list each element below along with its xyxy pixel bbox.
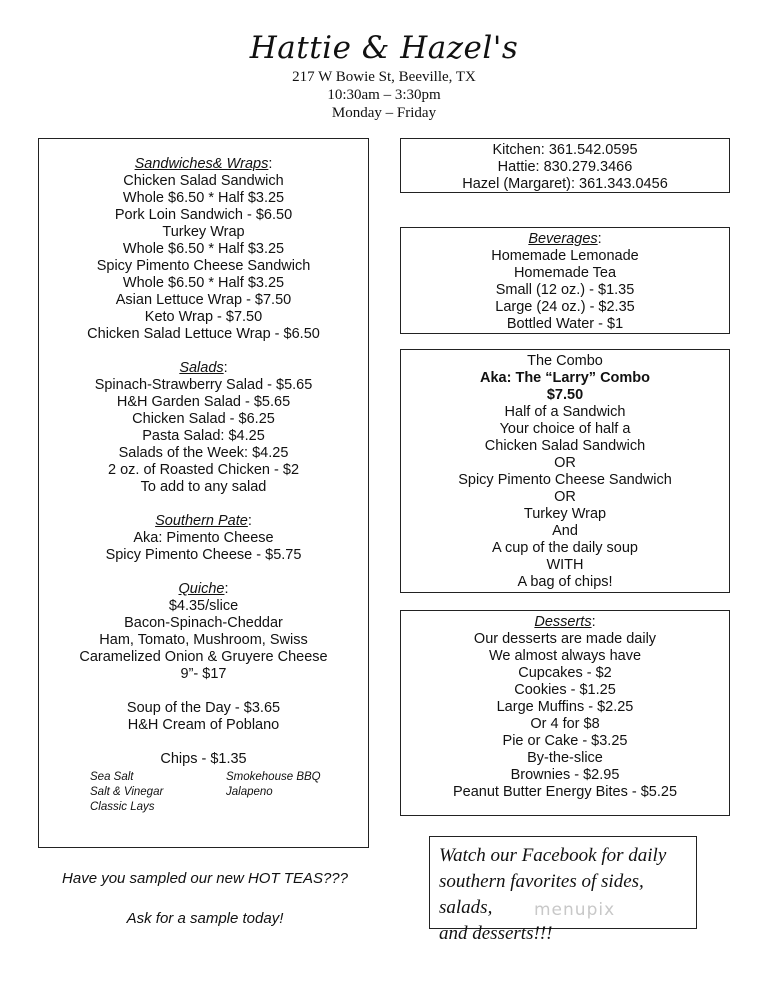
menu-item: 2 oz. of Roasted Chicken - $2 xyxy=(107,462,300,478)
menu-item: Homemade Tea xyxy=(513,265,617,281)
combo-title: The Combo xyxy=(527,353,603,369)
menu-item: Homemade Lemonade xyxy=(491,248,639,264)
menu-item: Chicken Salad - $6.25 xyxy=(132,411,275,427)
chips-flavors-col-2 xyxy=(226,770,321,800)
facebook-line: Watch our Facebook for daily xyxy=(439,845,667,866)
restaurant-name: Hattie & Hazel's xyxy=(249,30,519,66)
sample-note: Ask for a sample today! xyxy=(126,910,284,927)
combo-line: WITH xyxy=(546,557,584,573)
combo-line: A cup of the daily soup xyxy=(492,540,638,556)
menu-item: Cupcakes - $2 xyxy=(518,665,612,681)
menu-item: Spicy Pimento Cheese - $5.75 xyxy=(105,547,302,563)
kitchen-phone: Kitchen: 361.542.0595 xyxy=(492,142,638,158)
beverages-box xyxy=(400,227,730,334)
section-title-desserts: Desserts: xyxy=(534,614,596,630)
facebook-line: and desserts!!! xyxy=(439,923,553,944)
menu-item: Whole $6.50 * Half $3.25 xyxy=(122,190,285,206)
menu-item: H&H Garden Salad - $5.65 xyxy=(116,394,291,410)
chips-flavors-col-1 xyxy=(90,770,163,815)
chip-flavor: Jalapeno xyxy=(226,786,273,798)
hot-teas-note: Have you sampled our new HOT TEAS??? xyxy=(62,870,348,887)
chip-flavor: Smokehouse BBQ xyxy=(226,771,321,783)
facebook-line: southern favorites of sides, salads, xyxy=(439,871,644,918)
menu-item: To add to any salad xyxy=(140,479,267,495)
menu-item: Our desserts are made daily xyxy=(473,631,657,647)
combo-line: Half of a Sandwich xyxy=(504,404,626,420)
combo-line: Chicken Salad Sandwich xyxy=(484,438,646,454)
menu-item: 9”- $17 xyxy=(180,666,227,682)
menu-item: Pie or Cake - $3.25 xyxy=(502,733,628,749)
soup-of-day: Soup of the Day - $3.65 xyxy=(126,700,281,716)
menu-item: Cookies - $1.25 xyxy=(514,682,616,698)
menu-item: $4.35/slice xyxy=(168,598,239,614)
menu-item: Aka: Pimento Cheese xyxy=(133,530,274,546)
menu-item: Spinach-Strawberry Salad - $5.65 xyxy=(94,377,313,393)
combo-box xyxy=(400,349,730,593)
menu-item: Keto Wrap - $7.50 xyxy=(144,309,263,325)
combo-line: A bag of chips! xyxy=(517,574,613,590)
menu-item: Bottled Water - $1 xyxy=(506,316,624,332)
menu-item: Large Muffins - $2.25 xyxy=(496,699,634,715)
contact-box xyxy=(400,138,730,193)
menu-item: Asian Lettuce Wrap - $7.50 xyxy=(115,292,292,308)
section-title-quiche: Quiche: xyxy=(178,581,229,597)
combo-line: OR xyxy=(554,455,576,471)
combo-aka: Aka: The “Larry” Combo xyxy=(480,370,650,386)
hours: 10:30am – 3:30pm xyxy=(327,87,441,103)
combo-line: OR xyxy=(554,489,576,505)
menu-item: Pork Loin Sandwich - $6.50 xyxy=(114,207,293,223)
watermark: menupix xyxy=(534,900,616,920)
desserts-box xyxy=(400,610,730,816)
main-menu-content xyxy=(38,156,369,768)
chip-flavor: Sea Salt xyxy=(90,771,134,783)
menu-item: Chicken Salad Sandwich xyxy=(123,173,284,189)
soup-name: H&H Cream of Poblano xyxy=(127,717,280,733)
menu-item: Spicy Pimento Cheese Sandwich xyxy=(96,258,311,274)
menu-item: Turkey Wrap xyxy=(162,224,245,240)
hazel-phone: Hazel (Margaret): 361.343.0456 xyxy=(462,176,668,192)
menu-item: Or 4 for $8 xyxy=(530,716,600,732)
menu-item: Large (24 oz.) - $2.35 xyxy=(495,299,635,315)
menu-item: Pasta Salad: $4.25 xyxy=(142,428,265,444)
chip-flavor: Classic Lays xyxy=(90,801,155,813)
combo-line: Spicy Pimento Cheese Sandwich xyxy=(458,472,672,488)
combo-line: Turkey Wrap xyxy=(523,506,607,522)
menu-item: Caramelized Onion & Gruyere Cheese xyxy=(79,649,328,665)
menu-item: Ham, Tomato, Mushroom, Swiss xyxy=(99,632,308,648)
menu-item: We almost always have xyxy=(488,648,642,664)
chips-title: Chips - $1.35 xyxy=(160,751,247,767)
days: Monday – Friday xyxy=(331,105,437,121)
section-title-pate: Southern Pate: xyxy=(155,513,252,529)
section-title-salads: Salads: xyxy=(179,360,228,376)
hattie-phone: Hattie: 830.279.3466 xyxy=(497,159,633,175)
menu-item: Chicken Salad Lettuce Wrap - $6.50 xyxy=(87,326,320,342)
section-title-beverages: Beverages: xyxy=(528,231,602,247)
section-title-sandwiches: Sandwiches& Wraps: xyxy=(134,156,273,172)
menu-item: Bacon-Spinach-Cheddar xyxy=(124,615,283,631)
chip-flavor: Salt & Vinegar xyxy=(90,786,164,798)
menu-item: Small (12 oz.) - $1.35 xyxy=(495,282,635,298)
combo-line: And xyxy=(552,523,578,539)
menu-item: Whole $6.50 * Half $3.25 xyxy=(122,241,285,257)
menu-item: Whole $6.50 * Half $3.25 xyxy=(122,275,285,291)
menu-item: Brownies - $2.95 xyxy=(510,767,620,783)
combo-line: Your choice of half a xyxy=(499,421,631,437)
combo-price: $7.50 xyxy=(546,387,584,403)
menu-item: Peanut Butter Energy Bites - $5.25 xyxy=(452,784,678,800)
address: 217 W Bowie St, Beeville, TX xyxy=(292,69,476,85)
menu-item: Salads of the Week: $4.25 xyxy=(118,445,289,461)
menu-item: By-the-slice xyxy=(527,750,603,766)
header xyxy=(0,28,768,122)
